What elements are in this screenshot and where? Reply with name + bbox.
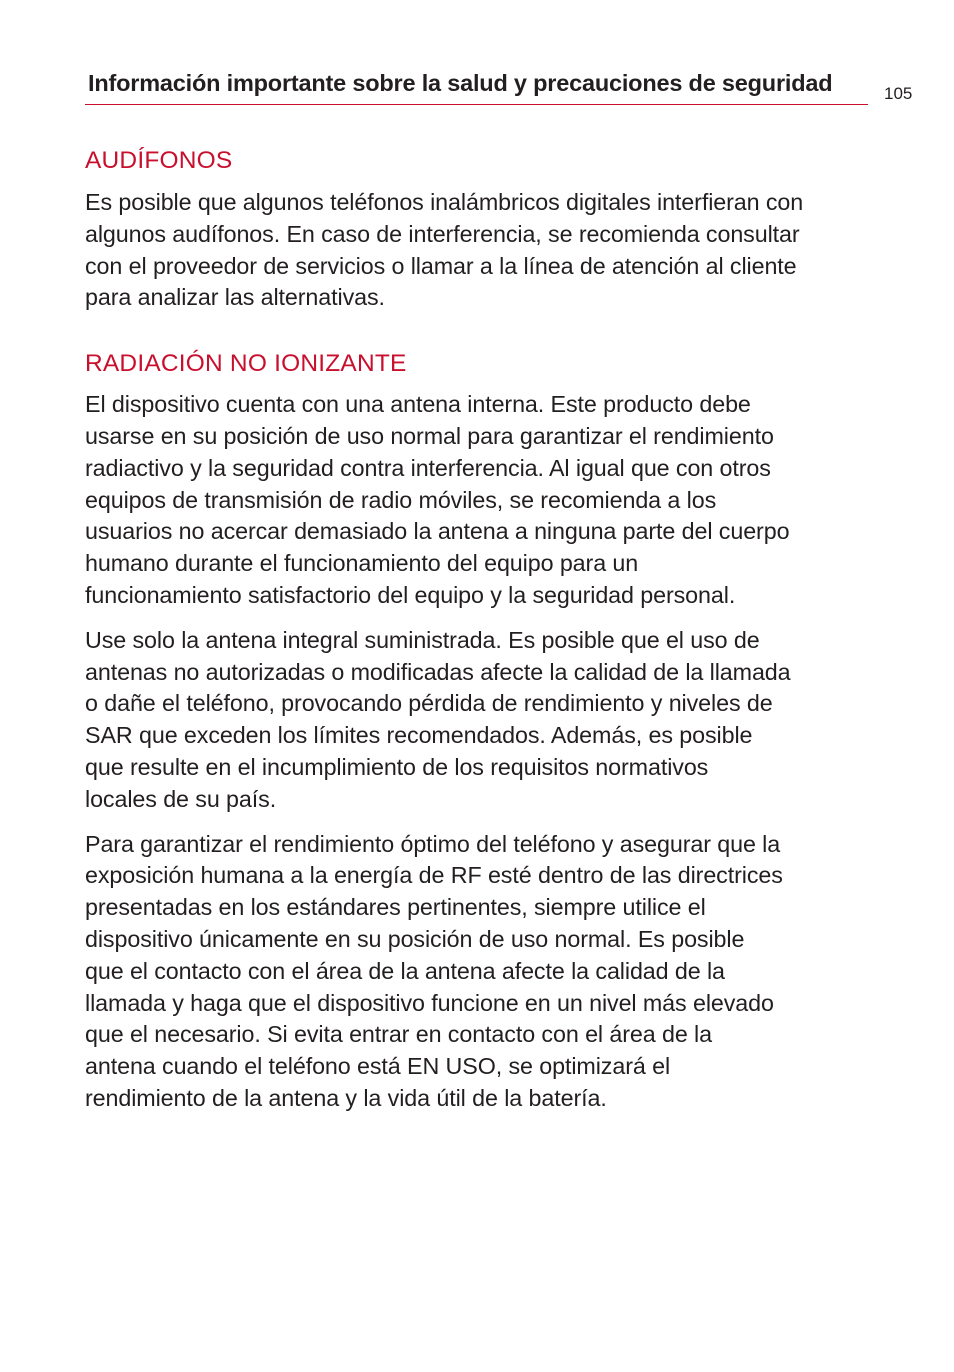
text-line: dispositivo únicamente en su posición de uso normal. Es posible (85, 925, 745, 952)
page-number: 105 (884, 84, 913, 103)
text-line: presentadas en los estándares pertinentes, siempre utilice el (85, 894, 706, 921)
text-line: SAR que exceden los límites recomendados. Además, es posible (85, 722, 753, 749)
text-line: antenas no autorizadas o modificadas afecte la calidad de la llamada (85, 658, 791, 685)
text-line: algunos audífonos. En caso de interferencia, se recomienda consultar (85, 220, 800, 247)
paragraph-radiacion-2 (85, 625, 875, 816)
text-line: exposición humana a la energía de RF esté dentro de las directrices (85, 862, 783, 889)
text-line: radiactivo y la seguridad contra interferencia. Al igual que con otros (85, 454, 771, 481)
text-line: que el necesario. Si evita entrar en contacto con el área de la (85, 1021, 712, 1048)
text-line: para analizar las alternativas. (85, 284, 385, 311)
text-line: que el contacto con el área de la antena afecte la calidad de la (85, 957, 725, 984)
paragraph-audifonos (85, 187, 875, 314)
text-line: usuarios no acercar demasiado la antena a ninguna parte del cuerpo (85, 518, 790, 545)
text-line: antena cuando el teléfono está EN USO, se optimizará el (85, 1053, 671, 1080)
text-line: funcionamiento satisfactorio del equipo y la seguridad personal. (85, 581, 736, 608)
text-line: Es posible que algunos teléfonos inalámbricos digitales interfieran con (85, 189, 804, 215)
section-heading-radiacion: RADIACIÓN NO IONIZANTE (85, 350, 407, 378)
text-line: locales de su país. (85, 785, 277, 812)
text-line: rendimiento de la antena y la vida útil de la batería. (85, 1084, 607, 1111)
text-line: con el proveedor de servicios o llamar a la línea de atención al cliente (85, 252, 797, 279)
text-line: usarse en su posición de uso normal para garantizar el rendimiento (85, 422, 774, 449)
page-header (85, 68, 868, 105)
text-line: llamada y haga que el dispositivo funcione en un nivel más elevado (85, 989, 774, 1016)
text-line: humano durante el funcionamiento del equipo para un (85, 550, 639, 577)
section-heading-audifonos: AUDÍFONOS (85, 147, 233, 174)
paragraph-radiacion-3 (85, 829, 875, 1115)
text-line: Use solo la antena integral suministrada. Es posible que el uso de (85, 626, 760, 653)
text-line: equipos de transmisión de radio móviles, se recomienda a los (85, 486, 717, 513)
text-line: que resulte en el incumplimiento de los requisitos normativos (85, 753, 709, 780)
page-content (85, 144, 875, 1115)
text-line: o dañe el teléfono, provocando pérdida de rendimiento y niveles de (85, 690, 773, 717)
text-line: Para garantizar el rendimiento óptimo del teléfono y asegurar que la (85, 830, 781, 857)
paragraph-radiacion-1 (85, 389, 875, 612)
text-line: El dispositivo cuenta con una antena interna. Este producto debe (85, 391, 751, 418)
header-title: Información importante sobre la salud y precauciones de seguridad (88, 70, 833, 96)
